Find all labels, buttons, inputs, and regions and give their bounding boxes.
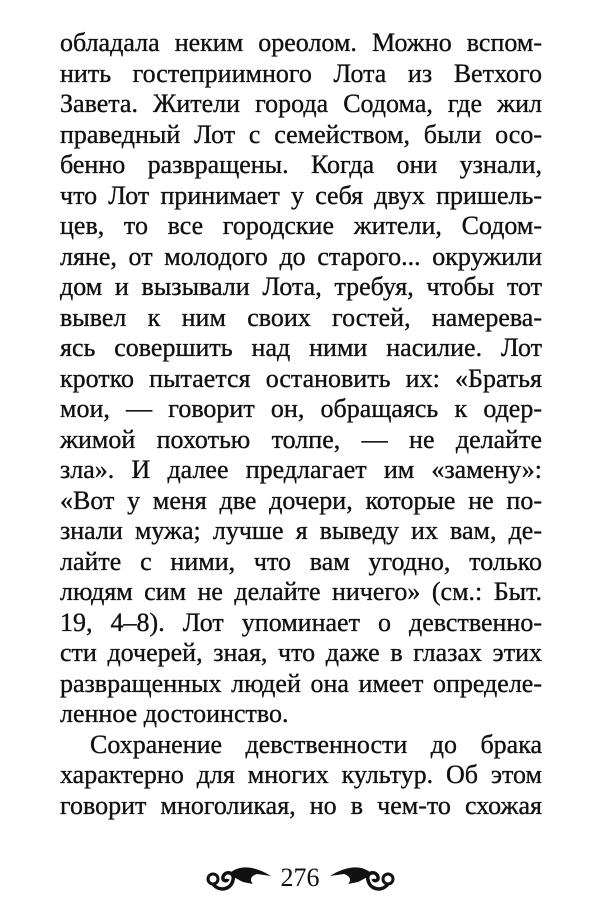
right-swirl-ornament-icon (328, 862, 396, 894)
text-line: Сохранение девственности до брака (90, 729, 542, 759)
text-line: развращенных людей она имеет определе- (60, 668, 542, 698)
page-number: 276 (280, 863, 320, 892)
text-line: праведный Лот с семейством, были осо- (60, 119, 542, 149)
text-line: «Вот у меня две дочери, которые не по- (60, 485, 542, 515)
paragraph-1 (60, 28, 542, 730)
text-line: кротко пытается остановить их: «Братья (60, 363, 542, 393)
text-line: знали мужа; лучше я выведу их вам, де- (60, 516, 542, 545)
page-footer (0, 858, 600, 898)
text-line: вывел к ним своих гостей, намерева- (60, 302, 542, 332)
text-line: людям сим не делайте ничего» (см.: Быт. (60, 577, 542, 606)
text-line: ляне, от молодого до старого... окружили (60, 241, 542, 271)
text-line: Завета. Жители города Содома, где жил (60, 89, 542, 118)
text-line: сти дочерей, зная, что даже в глазах этих (60, 638, 542, 667)
text-line: бенно развращены. Когда они узнали, (60, 150, 542, 179)
text-line: дом и вызывали Лота, требуя, чтобы тот (60, 272, 542, 301)
text-line: 19, 4–8). Лот упоминает о девственно- (60, 607, 542, 637)
page-body (60, 28, 542, 821)
left-swirl-ornament-icon (205, 862, 273, 894)
text-line: лайте с ними, что вам угодно, только (60, 546, 542, 576)
text-line: ленное достоинство. (60, 699, 289, 728)
text-line: характерно для многих культур. Об этом (60, 760, 542, 789)
text-line: что Лот принимает у себя двух пришель- (60, 180, 542, 210)
text-line: говорит многоликая, но в чем-то схожая (60, 790, 542, 820)
text-line: мои, — говорит он, обращаясь к одер- (60, 394, 542, 423)
text-line: ясь совершить над ними насилие. Лот (60, 333, 542, 362)
text-line: нить гостеприимного Лота из Ветхого (60, 58, 542, 88)
paragraph-2 (60, 730, 542, 822)
text-line: обладала неким ореолом. Можно вспом- (60, 28, 542, 57)
text-line: зла». И далее предлагает им «замену»: (60, 455, 542, 484)
text-line: цев, то все городские жители, Содом- (60, 211, 542, 240)
text-line: жимой похотью толпе, — не делайте (60, 424, 542, 454)
